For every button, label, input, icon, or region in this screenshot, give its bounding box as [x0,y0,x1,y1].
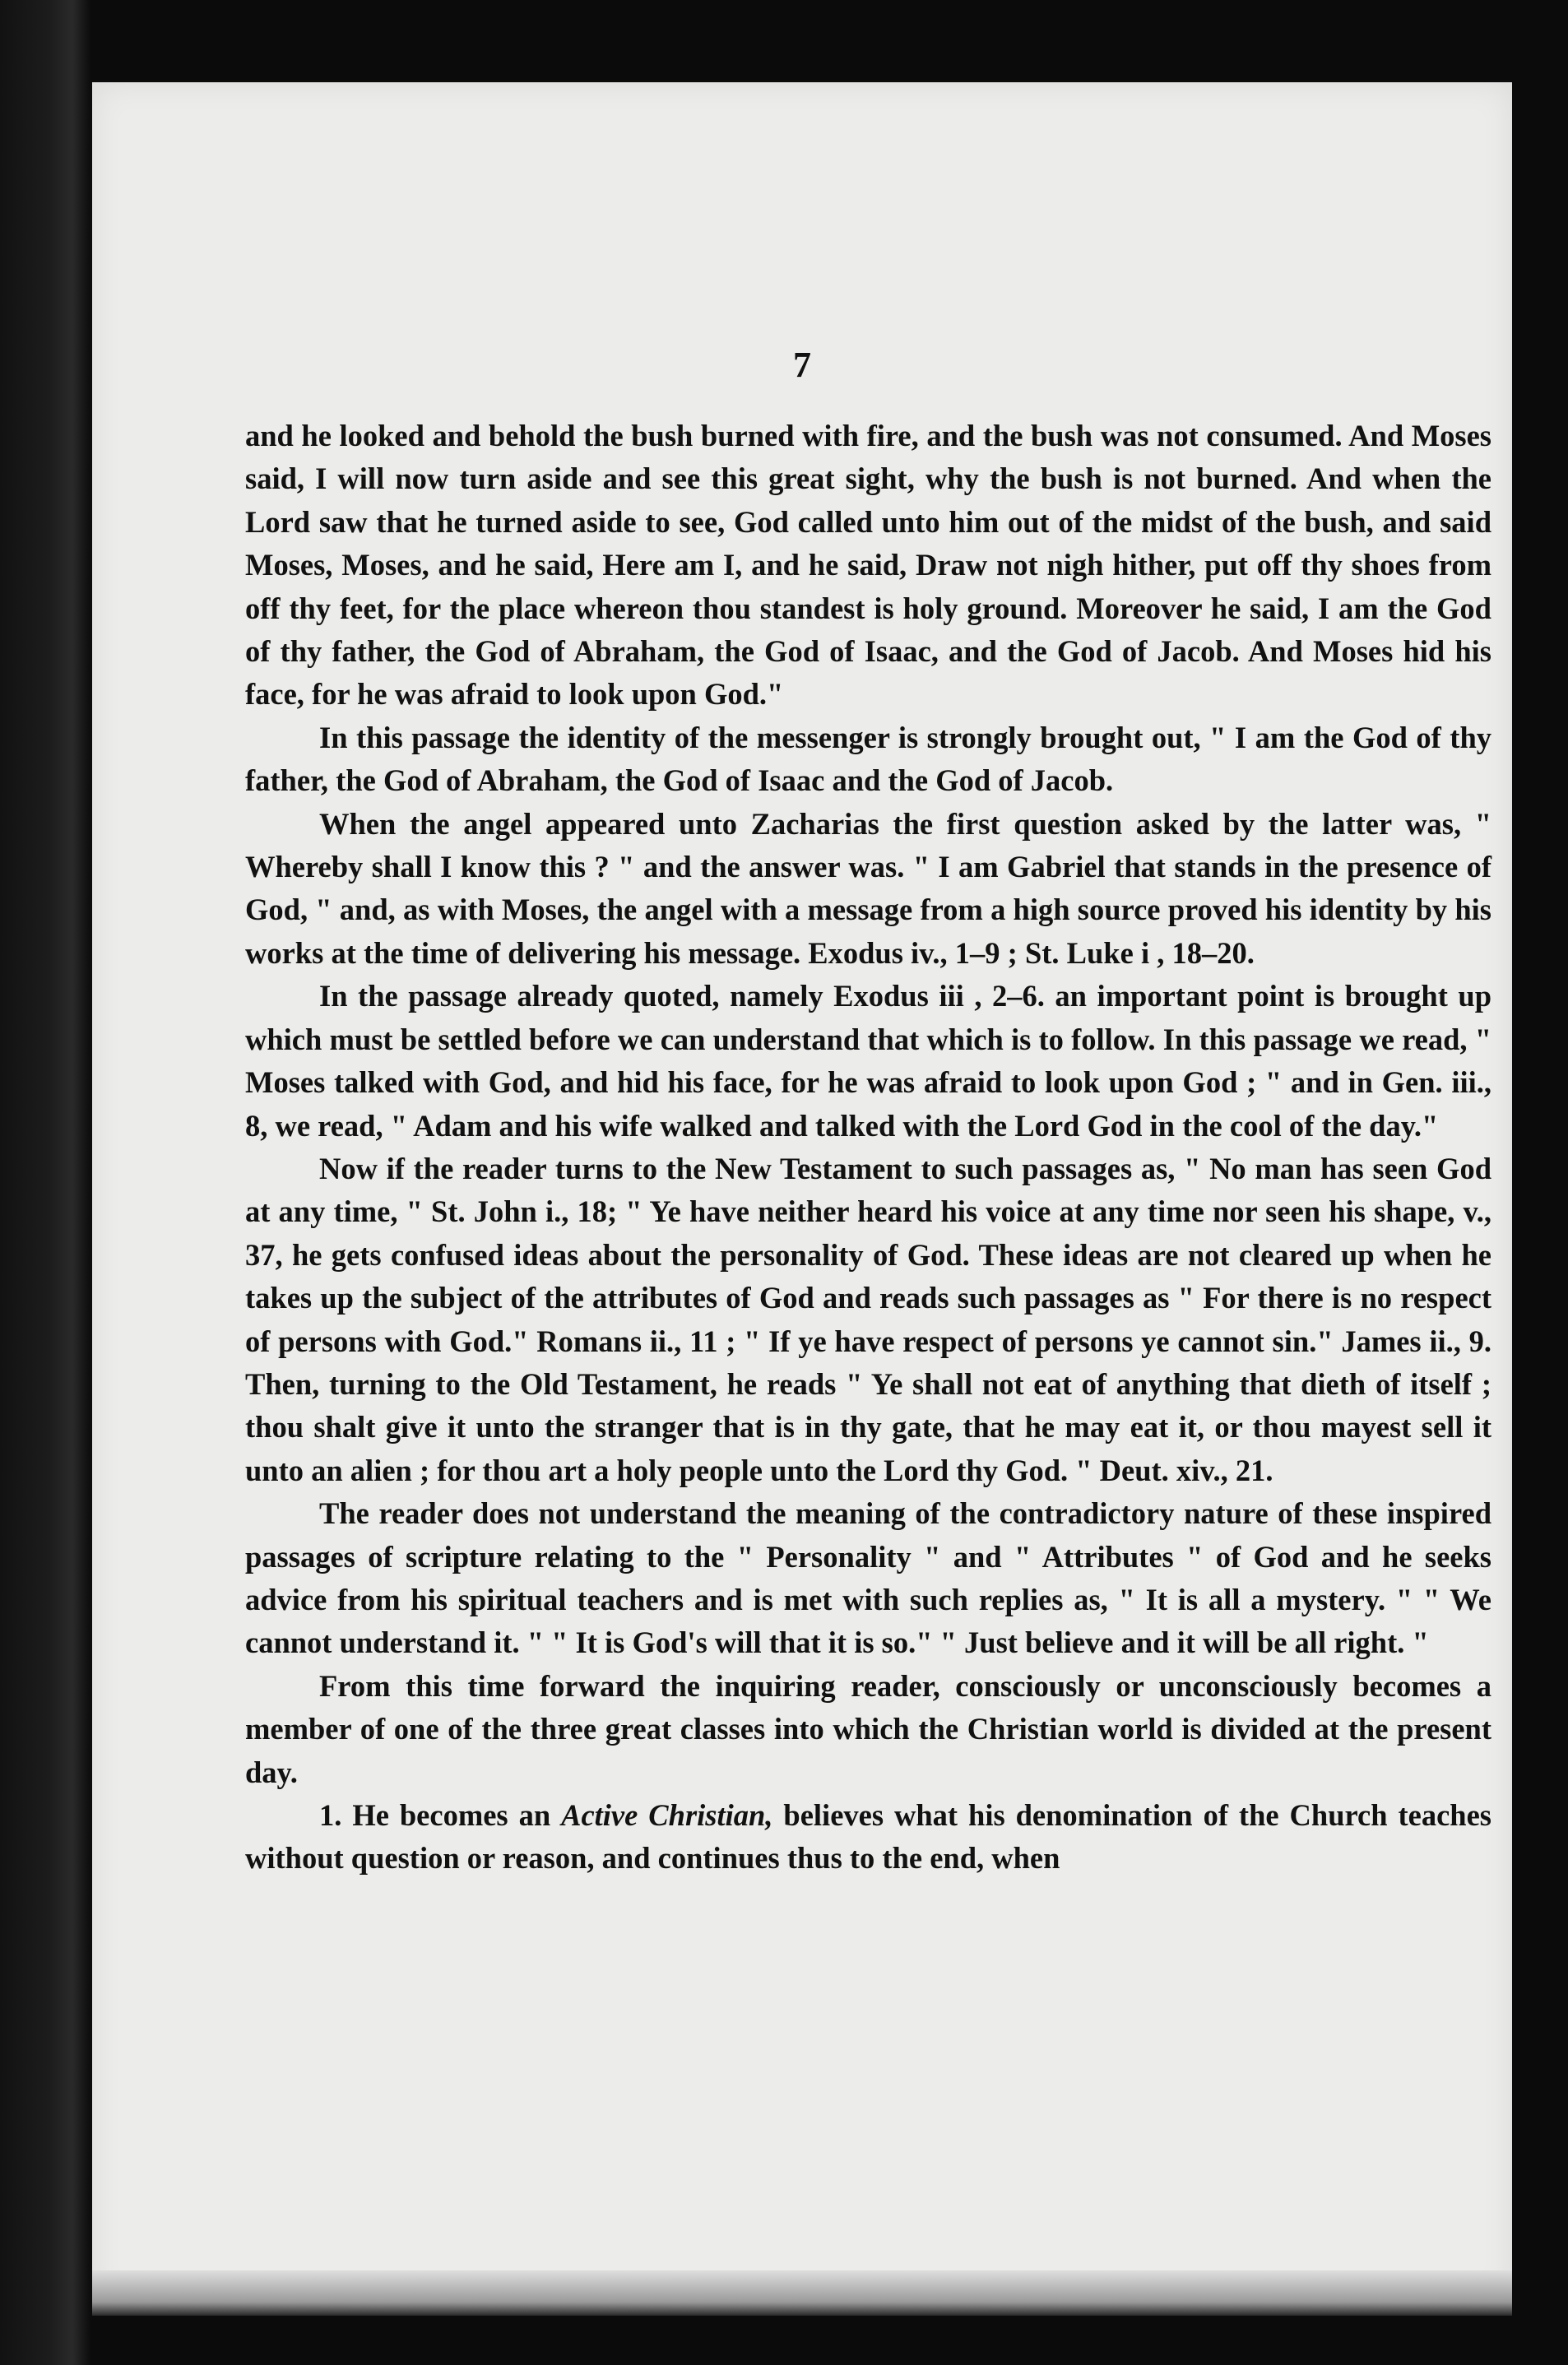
page-bottom-shadow [92,2270,1512,2316]
paragraph: and he looked and behold the bush burned with fire, and the bush was not consumed. And Moses said, I will now turn aside and see this great sight, why the bush is not burned. And when the Lord saw that he turned aside to see, God called unto him out of the midst of the bush, and said Moses, Moses, and he said, Here am I, and he said, Draw not nigh hither, put off thy shoes from off thy feet, for the place whereon thou standest is holy ground. Moreover he said, I am the God of thy father, the God of Abraham, the God of Isaac, and the God of Jacob. And Moses hid his face, for he was afraid to look upon God." [245,419,1491,712]
final-lead: 1. He becomes an [319,1798,562,1832]
emphasis-active-christian: Active Christian, [561,1798,773,1832]
scan-left-edge [0,0,90,2365]
paragraph: In this passage the identity of the messenger is strongly brought out, " I am the God of thy father, the God of Abraham, the God of Isaac and the God of Jacob. [245,720,1491,798]
body-text [245,415,1491,1880]
paragraph: Now if the reader turns to the New Testament to such passages as, " No man has seen God at any time, " St. John i., 18; " Ye have neither heard his voice at any time nor seen his shape, v., 37, he gets confused ideas about the personality of God. These ideas are not cleared up when he takes up the subject of the attributes of God and reads such passages as " For there is no respect of persons with God." Romans ii., 11 ; " If ye have respect of persons ye cannot sin." James ii., 9. Then, turning to the Old Testament, he reads " Ye shall not eat of anything that dieth of itself ; thou shalt give it unto the stranger that is in thy gate, that he may eat it, or thou mayest sell it unto an alien ; for thou art a holy people unto the Lord thy God. " Deut. xiv., 21. [245,1151,1491,1487]
document-page [92,82,1512,2303]
paragraph-final [245,1794,1491,1880]
paragraph: In the passage already quoted, namely Exodus iii , 2–6. an important point is brought up which must be settled before we can understand that which is to follow. In this passage we read, " Moses talked with God, and hid his face, for he was afraid to look upon God ; " and in Gen. iii., 8, we read, " Adam and his wife walked and talked with the Lord God in the cool of the day." [245,979,1491,1143]
paragraph: From this time forward the inquiring reader, consciously or unconsciously becomes a member of one of the three great classes into which the Christian world is divided at the present day. [245,1668,1491,1789]
final-rest: believes what his denomination of the Church teaches without question or reason, and continues thus to the end, when [245,1798,1492,1876]
page-number: 7 [793,345,811,385]
scan-right-edge [1512,0,1568,2365]
paragraph: The reader does not understand the meaning of the contradictory nature of these inspired passages of scripture relating to the " Personality " and " Attributes " of God and he seeks advice from his spiritual teachers and is met with such replies as, " It is all a mystery. " " We cannot understand it. " " It is God's will that it is so." " Just believe and it will be all right. " [245,1496,1491,1660]
paragraph: When the angel appeared unto Zacharias the first question asked by the latter was, " Whereby shall I know this ? " and the answer was. " I am Gabriel that stands in the presence of God, " and, as with Moses, the angel with a message from a high source proved his identity by his works at the time of delivering his message. Exodus iv., 1–9 ; St. Luke i , 18–20. [245,806,1491,970]
